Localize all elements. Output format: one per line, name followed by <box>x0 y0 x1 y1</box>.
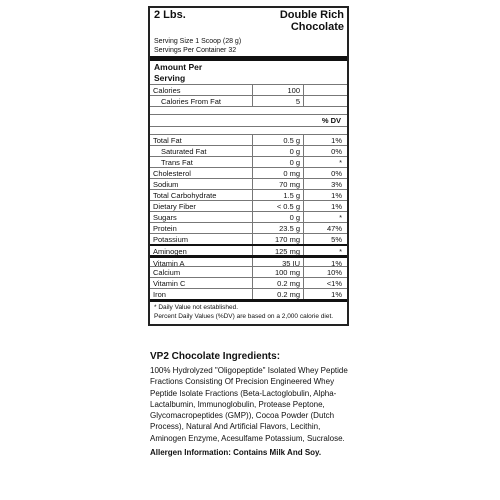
nutrient-amount: 100 mg <box>253 267 304 277</box>
nutrient-row <box>150 145 347 156</box>
nutrient-row <box>150 233 347 244</box>
nutrient-name: Aminogen <box>150 246 253 255</box>
nutrient-name: Saturated Fat <box>150 146 253 156</box>
nutrient-amount: 125 mg <box>253 246 304 255</box>
serving-size: Serving Size 1 Scoop (28 g) <box>154 38 242 45</box>
nutrient-dv: 1% <box>331 290 342 299</box>
nutrient-amount: 0 g <box>253 157 304 167</box>
nutrient-name: Iron <box>150 289 253 299</box>
container-size: 2 Lbs. <box>154 9 186 21</box>
nutrient-name: Sugars <box>150 212 253 222</box>
nutrient-name: Vitamin C <box>150 278 253 288</box>
ingredients-text: 100% Hydrolyzed "Oligopeptide" Isolated Whey Peptide Fractions Consisting Of Precision Engineered Whey Peptide Isolate Fractions (Beta-Lactoglobulin, Alpha-Lactalbumin, Immunoglobulin, Protease Peptone, Glycomacropeptides (GMP)), Cocoa Powder (Dutch Process), Natural And Artificial Flavors, Lecithin, Aminogen Enzyme, Acesulfame Potassium, Sucralose. <box>150 366 348 443</box>
calories-from-fat-value: 5 <box>253 96 304 106</box>
nutrient-name: Vitamin A <box>150 258 253 266</box>
nutrient-amount: 35 IU <box>253 258 304 266</box>
nutrient-rows <box>150 134 347 255</box>
nutrient-amount: 0 g <box>253 146 304 156</box>
vitamin-row <box>150 288 347 299</box>
nutrient-amount: 23.5 g <box>253 223 304 233</box>
nutrient-name: Trans Fat <box>150 157 253 167</box>
calories-label: Calories <box>150 85 253 95</box>
calories-row <box>150 84 347 95</box>
vitamin-row <box>150 255 347 266</box>
nutrient-amount: 1.5 g <box>253 190 304 200</box>
nutrient-row <box>150 134 347 145</box>
calories-from-fat-row <box>150 95 347 106</box>
calories-from-fat-label: Calories From Fat <box>150 96 253 106</box>
nutrient-name: Protein <box>150 223 253 233</box>
nutrient-name: Dietary Fiber <box>150 201 253 211</box>
nutrient-amount: 0.2 mg <box>253 278 304 288</box>
dv-header: % DV <box>150 114 347 126</box>
calories-value: 100 <box>253 85 304 95</box>
footnote-percent-dv: Percent Daily Values (%DV) are based on a 2,000 calorie diet. <box>154 312 334 320</box>
nutrient-dv: 1% <box>331 191 342 200</box>
nutrient-name: Cholesterol <box>150 168 253 178</box>
nutrient-row <box>150 156 347 167</box>
nutrient-dv: 0% <box>331 147 342 156</box>
nutrient-dv: 3% <box>331 180 342 189</box>
nutrient-name: Total Carbohydrate <box>150 190 253 200</box>
nutrient-row <box>150 244 347 255</box>
servings-per-container: Servings Per Container 32 <box>154 47 237 54</box>
ingredients-section <box>150 350 350 458</box>
nutrient-row <box>150 211 347 222</box>
row-spacer <box>150 106 347 114</box>
flavor-name: Double Rich Chocolate <box>279 9 344 33</box>
amount-per-serving: Amount Per Serving <box>154 62 203 83</box>
label-header <box>150 8 347 37</box>
nutrient-dv: 47% <box>326 224 342 233</box>
ingredients-title: VP2 Chocolate Ingredients: <box>150 351 281 362</box>
nutrient-row <box>150 167 347 178</box>
nutrient-amount: 0.2 mg <box>253 289 304 299</box>
nutrient-dv: 1% <box>331 136 342 145</box>
vitamin-row <box>150 277 347 288</box>
nutrient-row <box>150 200 347 211</box>
nutrient-amount: 0.5 g <box>253 135 304 145</box>
nutrient-dv: * <box>339 158 342 167</box>
nutrient-dv: 10% <box>326 268 342 277</box>
nutrient-name: Total Fat <box>150 135 253 145</box>
allergen-info: Allergen Information: Contains Milk And Soy. <box>150 448 322 458</box>
nutrient-amount: 0 g <box>253 212 304 222</box>
nutrient-row <box>150 178 347 189</box>
nutrient-dv: <1% <box>326 279 342 288</box>
vitamin-rows <box>150 255 347 299</box>
footnotes <box>150 299 347 324</box>
nutrient-dv: 1% <box>331 259 342 266</box>
nutrient-amount: 170 mg <box>253 234 304 244</box>
nutrient-amount: 0 mg <box>253 168 304 178</box>
nutrient-dv: 1% <box>331 202 342 211</box>
nutrient-name: Calcium <box>150 267 253 277</box>
nutrition-facts-panel <box>148 6 349 326</box>
nutrient-amount: < 0.5 g <box>253 201 304 211</box>
nutrient-name: Sodium <box>150 179 253 189</box>
nutrient-dv: * <box>339 213 342 222</box>
nutrient-dv: 5% <box>331 235 342 244</box>
nutrient-dv: * <box>339 247 342 255</box>
nutrient-name: Potassium <box>150 234 253 244</box>
nutrient-dv: 0% <box>331 169 342 178</box>
footnote-daily-value: * Daily Value not established. <box>154 304 239 311</box>
nutrient-row <box>150 189 347 200</box>
nutrient-amount: 70 mg <box>253 179 304 189</box>
vitamin-row <box>150 266 347 277</box>
nutrient-row <box>150 222 347 233</box>
row-spacer <box>150 126 347 134</box>
